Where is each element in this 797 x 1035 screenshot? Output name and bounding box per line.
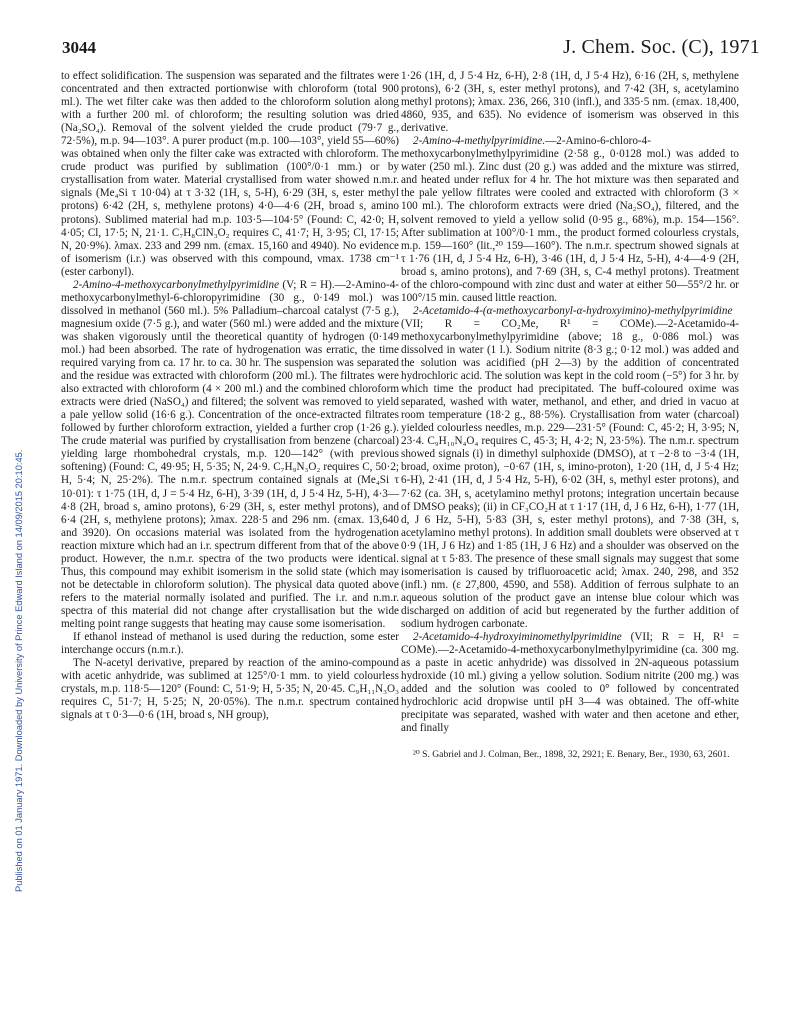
paragraph: The N-acetyl derivative, prepared by reaction of the amino-compound with acetic anhydride, was sublimed at 125°/0·1 mm. to yield colourless crystals, m.p. 118·5—120° (Found: C, 51·9; H, 5·35; N, 20·45. C₉H₁₁N₃O₃ requires C, 51·7; H, 5·25; N, 20·05%). The n.m.r. spectrum contained signals at τ 0·3—0·6 (1H, broad s, NH group), xyxy=(61,657,399,722)
page-number: 3044 xyxy=(62,38,96,57)
journal-title: J. Chem. Soc. (C), 1971 xyxy=(563,36,760,58)
download-margin-note: Published on 01 January 1971. Downloaded by University of Prince Edward Island on 14/09/2015 20:10:45. xyxy=(14,449,24,892)
paragraph: to effect solidification. The suspension was separated and the filtrates were concentrated and then extracted portionwise with chloroform (total 900 ml.). The wet filter cake was then added to the chloroform solution along with a further 200 ml. of chloroform; the resulting solution was dried (Na₂SO₄). Removal of the solvent yielded the crude product (79·7 g., 72·5%), m.p. 94—103°. A purer product (m.p. 100—103°, yield 55—60%) was obtained when only the filter cake was extracted with chloroform. The crude product was purified by sublimation (100°/0·1 mm.) or by crystallisation from water. Material crystallised from water showed n.m.r. signals (Me₄Si τ 10·04) at τ 3·32 (1H, s, 5-H), 6·29 (3H, s, ester methyl protons) 6·42 (2H, s, methylene protons) 4·0—4·6 (2H, broad s, amino protons). Sublimed material had m.p. 103·5—104·5° (Found: C, 42·0; H, 4·05; Cl, 17·5; N, 21·1. C₇H₈ClN₃O₂ requires C, 41·7; H, 3·95; Cl, 17·15; N, 20·9%). λmax. 233 and 299 nm. (εmax. 15,160 and 4940). No evidence of isomerism (i.r.) was observed with this compound, νmax. 1738 cm⁻¹ (ester carbonyl). xyxy=(61,70,399,278)
paragraph: If ethanol instead of methanol is used during the reduction, some ester interchange occurs (n.m.r.). xyxy=(61,631,399,657)
paragraph-text: (VII; R = CO₂Me, R¹ = COMe).—2-Acetamido-4-methoxycarbonylmethylpyrimidine (above; 18 g., 0·086 mol.) was dissolved in water (1 l.). Sodium nitrite (8·3 g.; 0·12 mol.) was added and the solution was acidified (pH 2—3) by the addition of concentrated hydrochloric acid. The solution was kept in the cold room (−5°) for 3 hr. by which time the product had precipitated. The buff-coloured oxime was separated, washed with water, methanol, and ether, and dried in vacuo at room temperature (18·2 g., 88·5%). Crystallisation from water (charcoal) yielded colourless needles, m.p. 229—231·5° (Found: C, 45·2; H, 3·95; N, 23·4. C₉H₁₀N₄O₄ requires C, 45·3; H, 4·2; N, 23·5%). The n.m.r. spectrum showed signals (i) in dimethyl sulphoxide (DMSO), at τ −2·8 to −3·4 (1H, broad, oxime proton), −0·67 (1H, s, imino-proton), 1·20 (1H, d, J 5·4 Hz; 6-H), 2·41 (1H, d, J 5·4 Hz, 5-H), 6·02 (3H, s, methyl ester protons), and 7·62 (ca. 3H, s, acetylamino methyl protons; integration uncertain because of DMSO peaks); (ii) in CF₃CO₂H at τ 1·17 (1H, d, J 6 Hz, 6-H), 1·77 (1H, d, J 6 Hz, 5-H), 5·83 (3H, s, ester methyl protons), and 7·38 (3H, s, acetylamino methyl protons). In addition small doublets were observed at τ 0·9 (1H, J 6 Hz) and 1·85 (1H, J 6 Hz) and a shoulder was observed on the signal at τ 5·83. The presence of these small signals may suggest that some isomerisation is caused by trifluoroacetic acid; λmax. 240, 298, and 352 (infl.) nm. (ε 27,800, 4590, and 558). Addition of ferrous sulphate to an aqueous solution of the product gave an intense blue colour which was discharged on addition of acid but regenerated by the further addition of sodium hydrogen carbonate. xyxy=(401,317,739,630)
paragraph-text: (VII; R = H, R¹ = COMe).—2-Acetamido-4-methoxycarbonylmethylpyrimidine (ca. 300 mg. as a paste in acetic anhydride) was dissolved in 2N-aqueous potassium hydroxide (10 ml.) giving a yellow solution. Sodium nitrite (200 mg.) was added and the solution was cooled to 0° followed by concentrated hydrochloric acid dropwise until pH 3—4 was obtained. The off-white precipitate was separated, washed with water and then acetone and ether, and finally xyxy=(401,631,739,735)
left-column xyxy=(61,70,399,722)
compound-heading: 2-Acetamido-4-(α-methoxycarbonyl-α-hydroxyimino)-methylpyrimidine xyxy=(413,304,733,317)
compound-heading: 2-Amino-4-methoxycarbonylmethylpyrimidine xyxy=(73,278,280,291)
paragraph xyxy=(401,631,739,735)
paragraph xyxy=(401,135,739,305)
compound-heading: 2-Acetamido-4-hydroxyiminomethylpyrimidine xyxy=(413,631,622,644)
right-column xyxy=(401,70,739,761)
compound-heading: 2-Amino-4-methylpyrimidine. xyxy=(413,135,546,148)
page-header xyxy=(62,38,762,66)
paragraph xyxy=(401,305,739,631)
paragraph xyxy=(61,279,399,631)
paragraph: 1·26 (1H, d, J 5·4 Hz, 6-H), 2·8 (1H, d, J 5·4 Hz), 6·16 (2H, s, methylene protons), 6·2 (3H, s, ester methyl protons), and 7·42 (3H, s, acetylamino methyl protons); λmax. 236, 266, 310 (infl.), and 335·5 nm. (εmax. 18,400, 4860, 935, and 635). No evidence of isomerism was observed in this derivative. xyxy=(401,70,739,135)
paragraph-text: —2-Amino-6-chloro-4-methoxycarbonylmethylpyrimidine (2·58 g., 0·0128 mol.) was added to water (250 ml.). Zinc dust (20 g.) was added and the mixture was stirred, and heated under reflux for 4 hr. The hot mixture was then separated and the pale yellow filtrates were cooled and extracted with chloroform (3 × 100 ml.). The chloroform extracts were dried (Na₂SO₄), filtered, and the solvent removed to yield a yellow solid (0·95 g., 68%), m.p. 154—156°. After sublimation at 100°/0·1 mm., the product formed colourless crystals, m.p. 159—160° (lit.,²⁰ 159—160°). The n.m.r. spectrum showed signals at τ 1·76 (1H, d, J 5·4 Hz, 6-H), 3·46 (1H, d, J 5·4 Hz, 5-H), 4·4—4·9 (2H, broad s, amino protons), and 7·69 (3H, s, C-4 methyl protons). Treatment of the chloro-compound with zinc dust and water at either 50—55°/2 hr. or 100°/15 min. caused little reaction. xyxy=(401,135,739,304)
paragraph-text: (V; R = H).—2-Amino-4-methoxycarbonylmethyl-6-chloropyrimidine (30 g., 0·149 mol.) was dissolved in methanol (560 ml.). 5% Palladium–charcoal catalyst (7·5 g.), magnesium oxide (7·5 g.), and water (560 ml.) were added and the mixture was shaken vigorously until the theoretical quantity of hydrogen (0·149 mol.) had been absorbed. The rate of hydrogenation was erratic, the time required varying from ca. 17 hr. to ca. 30 hr. The suspension was separated and the residue was extracted with chloroform (200 ml.). The filtrates were also extracted with chloroform (4 × 200 ml.) and the combined chloroform extracts were dried (NaSO₄) and filtered; the solvent was removed to yield a pale yellow solid (16·6 g.). Concentration of the once-extracted filtrates followed by further chloroform extraction, yielded a further crop (1·26 g.). The crude material was purified by crystallisation from benzene (charcoal) yielding large rhombohedral crystals, m.p. 120—142° (with previous softening) (Found: C, 49·95; H, 5·35; N, 24·9. C₇H₉N₃O₂ requires C, 50·2; H, 5·4; N, 25·2%). The n.m.r. spectrum contained signals at (Me₄Si τ 10·01): τ 1·75 (1H, d, J = 5·4 Hz, 6-H), 3·39 (1H, d, J 5·4 Hz, 5-H), 4·3—4·8 (2H, broad s, amino protons), 6·29 (3H, s, ester methyl protons), and 6·4 (2H, s, methylene protons); λmax. 228·5 and 296 nm. (εmax. 13,640 and 3920). On occasions material was isolated from the hydrogenation reaction mixture which had an i.r. spectrum different from that of the above product. However, the n.m.r. spectra of the two products were identical. Thus, this compound may exhibit isomerism in the solid state (which may not be detectable in chloroform solution). The physical data quoted above refers to the material normally isolated and purified. The i.r. and n.m.r. spectra of this material did not change after crystallisation but the wide melting point range suggests that heating may cause some isomerisation. xyxy=(61,278,399,630)
footnote: ²⁰ S. Gabriel and J. Colman, Ber., 1898, 32, 2921; E. Benary, Ber., 1930, 63, 2601. xyxy=(413,749,730,761)
